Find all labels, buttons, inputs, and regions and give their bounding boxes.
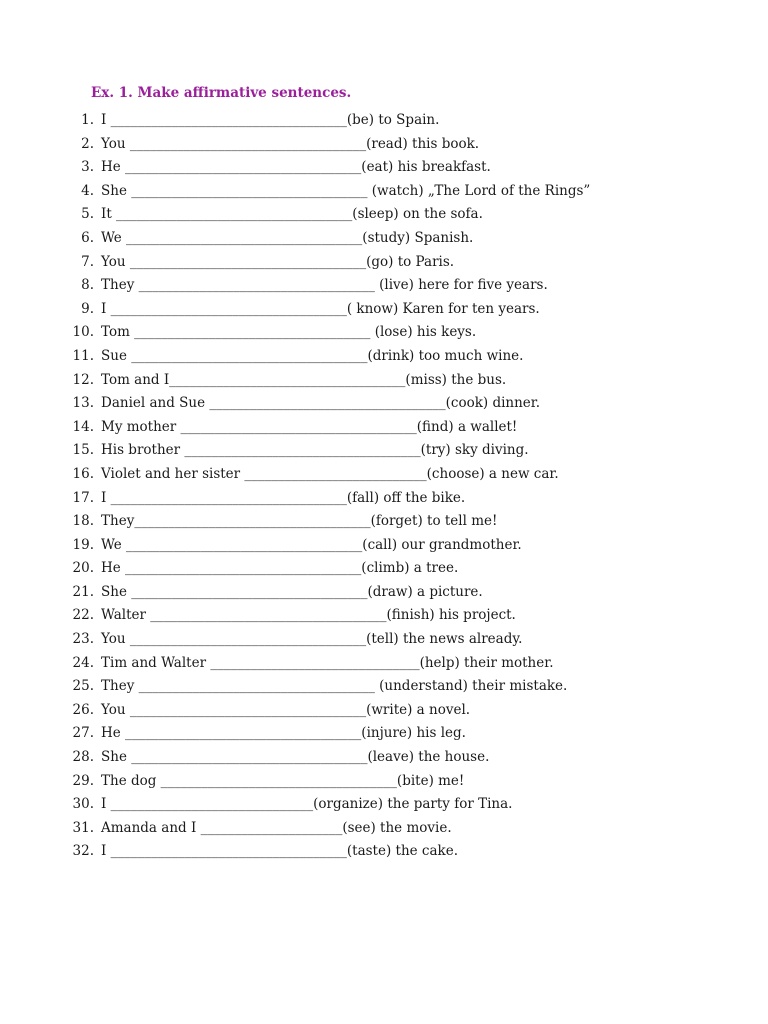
item-number: 17. bbox=[72, 489, 94, 506]
sentence-item bbox=[0, 488, 768, 512]
item-number: 9. bbox=[81, 300, 94, 317]
sentence-text: I ___________________________________(be) to Spain. bbox=[101, 112, 440, 128]
sentence-item bbox=[0, 794, 768, 818]
sentence-item bbox=[0, 110, 768, 134]
item-number: 24. bbox=[72, 654, 94, 671]
sentence-text: Walter ___________________________________(finish) his project. bbox=[101, 607, 516, 624]
sentence-text: I ___________________________________(taste) the cake. bbox=[101, 843, 458, 860]
sentence-item bbox=[0, 700, 768, 724]
sentence-item bbox=[0, 582, 768, 606]
exercise-list bbox=[0, 110, 768, 865]
sentence-text: You ___________________________________(write) a novel. bbox=[101, 701, 471, 718]
sentence-text: You ___________________________________(tell) the news already. bbox=[101, 631, 523, 648]
sentence-text: Tim and Walter _______________________________(help) their mother. bbox=[101, 654, 554, 671]
item-number: 12. bbox=[72, 371, 94, 388]
item-number: 16. bbox=[72, 465, 94, 482]
sentence-text: I ______________________________(organize) the party for Tina. bbox=[101, 796, 513, 813]
sentence-item bbox=[0, 653, 768, 677]
item-number: 15. bbox=[72, 442, 94, 459]
sentence-text: He ___________________________________(injure) his leg. bbox=[101, 725, 466, 742]
item-number: 27. bbox=[72, 725, 94, 742]
sentence-text: She ___________________________________ (watch) „The Lord of the Rings” bbox=[101, 182, 591, 199]
sentence-text: They ___________________________________ (understand) their mistake. bbox=[101, 678, 568, 695]
sentence-text: Sue ___________________________________(drink) too much wine. bbox=[101, 347, 524, 364]
item-number: 28. bbox=[72, 749, 94, 766]
item-number: 14. bbox=[72, 418, 94, 435]
sentence-item bbox=[0, 558, 768, 582]
sentence-item bbox=[0, 605, 768, 629]
item-number: 30. bbox=[72, 796, 94, 813]
sentence-item bbox=[0, 322, 768, 346]
sentence-item bbox=[0, 346, 768, 370]
sentence-text: Daniel and Sue ___________________________________(cook) dinner. bbox=[101, 395, 541, 412]
sentence-text: He ___________________________________(climb) a tree. bbox=[101, 560, 459, 577]
sentence-text: She ___________________________________(draw) a picture. bbox=[101, 583, 483, 600]
sentence-text: His brother ___________________________________(try) sky diving. bbox=[101, 442, 529, 459]
item-number: 31. bbox=[72, 819, 94, 836]
sentence-item bbox=[0, 252, 768, 276]
sentence-text: They___________________________________(forget) to tell me! bbox=[101, 513, 498, 530]
sentence-text: She ___________________________________(leave) the house. bbox=[101, 749, 490, 766]
sentence-text: They ___________________________________ (live) here for five years. bbox=[101, 277, 548, 294]
item-number: 10. bbox=[72, 324, 94, 341]
item-number: 21. bbox=[72, 583, 94, 600]
sentence-text: He ___________________________________(eat) his breakfast. bbox=[101, 159, 491, 176]
sentence-item bbox=[0, 511, 768, 535]
sentence-item bbox=[0, 676, 768, 700]
sentence-item bbox=[0, 723, 768, 747]
sentence-item bbox=[0, 818, 768, 842]
item-number: 11. bbox=[72, 347, 94, 364]
item-number: 29. bbox=[72, 772, 94, 789]
item-number: 4. bbox=[81, 182, 94, 199]
exercise-heading: Ex. 1. Make affirmative sentences. bbox=[91, 85, 352, 101]
sentence-text: My mother ___________________________________(find) a wallet! bbox=[101, 418, 518, 435]
sentence-text: We ___________________________________(call) our grandmother. bbox=[101, 536, 522, 553]
sentence-text: It ___________________________________(sleep) on the sofa. bbox=[101, 206, 483, 223]
sentence-text: Amanda and I _____________________(see) the movie. bbox=[101, 819, 452, 836]
sentence-item bbox=[0, 841, 768, 865]
item-number: 32. bbox=[72, 843, 94, 860]
item-number: 26. bbox=[72, 701, 94, 718]
sentence-item bbox=[0, 393, 768, 417]
sentence-text: You ___________________________________(go) to Paris. bbox=[101, 253, 455, 270]
item-number: 22. bbox=[72, 607, 94, 624]
item-number: 19. bbox=[72, 536, 94, 553]
sentence-item bbox=[0, 370, 768, 394]
sentence-item bbox=[0, 535, 768, 559]
sentence-item bbox=[0, 275, 768, 299]
item-number: 7. bbox=[81, 253, 94, 270]
item-number: 18. bbox=[72, 513, 94, 530]
sentence-item bbox=[0, 440, 768, 464]
item-number: 8. bbox=[81, 277, 94, 294]
sentence-item bbox=[0, 747, 768, 771]
sentence-item bbox=[0, 771, 768, 795]
sentence-text: I ___________________________________( know) Karen for ten years. bbox=[101, 300, 540, 317]
sentence-text: Tom and I___________________________________(miss) the bus. bbox=[101, 371, 507, 388]
sentence-item bbox=[0, 417, 768, 441]
sentence-item bbox=[0, 204, 768, 228]
item-number: 6. bbox=[81, 229, 94, 246]
sentence-text: I ___________________________________(fall) off the bike. bbox=[101, 489, 466, 506]
sentence-text: We ___________________________________(study) Spanish. bbox=[101, 229, 474, 246]
sentence-text: You ___________________________________(read) this book. bbox=[101, 135, 480, 152]
item-number: 5. bbox=[81, 206, 94, 223]
sentence-text: The dog ___________________________________(bite) me! bbox=[101, 772, 465, 789]
sentence-item bbox=[0, 157, 768, 181]
item-number: 2. bbox=[81, 135, 94, 152]
item-number: 13. bbox=[72, 395, 94, 412]
sentence-text: Violet and her sister ___________________________(choose) a new car. bbox=[101, 465, 559, 482]
item-number: 25. bbox=[72, 678, 94, 695]
sentence-item bbox=[0, 629, 768, 653]
sentence-item bbox=[0, 134, 768, 158]
item-number: 23. bbox=[72, 631, 94, 648]
item-number: 20. bbox=[72, 560, 94, 577]
sentence-item bbox=[0, 464, 768, 488]
item-number: 1. bbox=[81, 112, 94, 128]
sentence-item bbox=[0, 181, 768, 205]
sentence-text: Tom ___________________________________ (lose) his keys. bbox=[101, 324, 477, 341]
sentence-item bbox=[0, 228, 768, 252]
item-number: 3. bbox=[81, 159, 94, 176]
sentence-item bbox=[0, 299, 768, 323]
